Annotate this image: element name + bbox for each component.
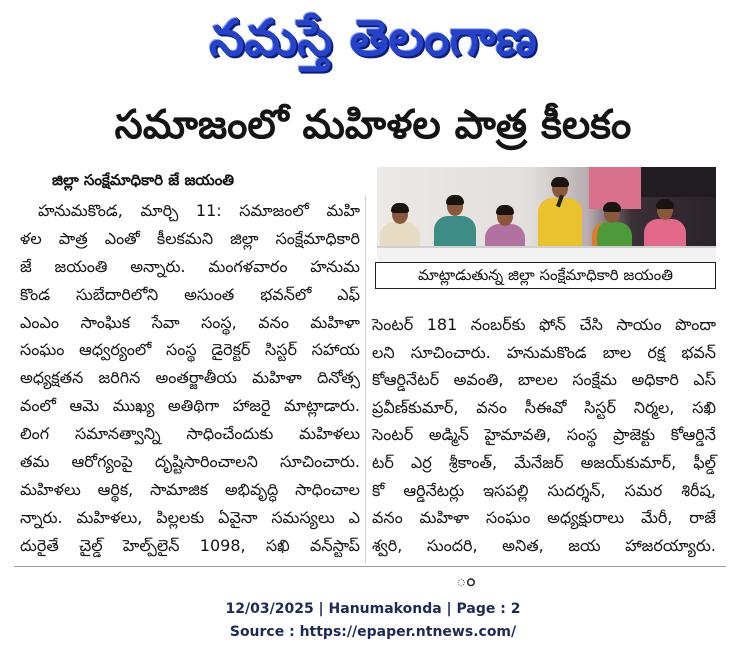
left-column-line: మహిళలు ఆర్థిక, సామాజిక అభివృద్ధి సాధించాల <box>20 479 360 499</box>
left-column-line: హనుమకొండ, మార్చి 11: సమాజంలో మహి <box>38 201 360 220</box>
left-column-line: న్నారు. మహిళలు, పిల్లలకు ఏవైనా సమస్యలు ఎ <box>20 507 360 527</box>
article-subheadline: జిల్లా సంక్షేమాధికారి జే జయంతి <box>52 171 235 189</box>
right-column-line: కోఆర్డినేటర్ అవంతి, బాలల సంక్షేమ అధికారి ఎస్ <box>372 370 716 390</box>
right-column-line: సెంటర్ అడ్మిన్ హైమావతి, సంస్థ ప్రాజెక్టు కోఆర్డినే <box>372 425 716 445</box>
left-column-line: తమ ఆరోగ్యంపై దృష్టిసారించాలని సూచించారు. <box>20 452 360 472</box>
clipped-text-fragment: ం <box>456 570 476 591</box>
masthead-title: నమస్తే తెలంగాణ <box>209 9 537 67</box>
right-column-line: శ్వరి, సుందరి, అనిత, జయ హాజరయ్యారు. <box>372 535 716 555</box>
left-column-line: వంలో ఆమె ముఖ్య అతిథిగా హాజరై మాట్లాడారు. <box>20 396 360 416</box>
left-column-line: కొండ సుబేదారిలోని అసుంత భవన్‌లో ఎఫ్ <box>20 284 360 304</box>
footer-source: Source : https://epaper.ntnews.com/ <box>229 624 517 640</box>
right-column-line: లని సూచించారు. హనుమకొండ బాల రక్ష భవన్ <box>372 342 716 362</box>
clipping-bottom-rule <box>14 566 726 567</box>
column-divider <box>365 195 366 563</box>
right-column-line: వనం మహిళా సంఘం అధ్యక్షురాలు మేరీ, రాజే <box>372 508 716 528</box>
article-left-column <box>20 197 360 561</box>
article-headline: సమాజంలో మహిళల పాత్ర కీలకం <box>114 102 632 148</box>
left-column-line: ఎంఎం సాంఘిక సేవా సంస్థ, వనం మహిళా <box>20 312 360 332</box>
article-right-column <box>372 311 716 561</box>
right-column-line: టర్ ఎర్ర శ్రీకాంత్, మేనేజర్ అజయ్‌కుమార్, ఫీల్డ్ <box>372 452 716 472</box>
left-column-line: జే జయంతి అన్నారు. మంగళవారం హనుమ <box>20 256 360 276</box>
photo-caption: మాట్లాడుతున్న జిల్లా సంక్షేమాధికారి జయంతి <box>375 262 716 289</box>
left-column-line: అధ్యక్షతన జరిగిన అంతర్జాతీయ మహిళా దినోత్స <box>20 368 360 388</box>
right-column-line: సెంటర్ 181 నంబర్‌కు ఫోన్ చేసి సాయం పొందా <box>372 315 716 334</box>
right-column-line: కో ఆర్డినేటర్లు ఇసపల్లి సుదర్శన్, సమర శిరీష, <box>372 480 716 500</box>
footer-edition-info: 12/03/2025 | Hanumakonda | Page : 2 <box>225 601 521 617</box>
article-photo <box>377 167 716 262</box>
left-column-line: సంఘం ఆధ్వర్యంలో సంస్థ డైరెక్టర్ సిస్టర్ సహాయ <box>20 340 360 360</box>
left-column-line: ళల పాత్ర ఎంతో కీలకమని జిల్లా సంక్షేమాధికారి <box>20 228 360 248</box>
left-column-line: దురైతే చైల్డ్ హెల్ప్‌లైన్ 1098, సఖి వన్‌స్టాప్ <box>20 535 360 555</box>
left-column-line: లింగ సమానత్వాన్ని సాధించేందుకు మహిళలు <box>20 424 360 444</box>
right-column-line: ప్రవీణ్‌కుమార్, వనం సీఈవో సిస్టర్ నిర్మల, సఖి <box>372 397 716 417</box>
